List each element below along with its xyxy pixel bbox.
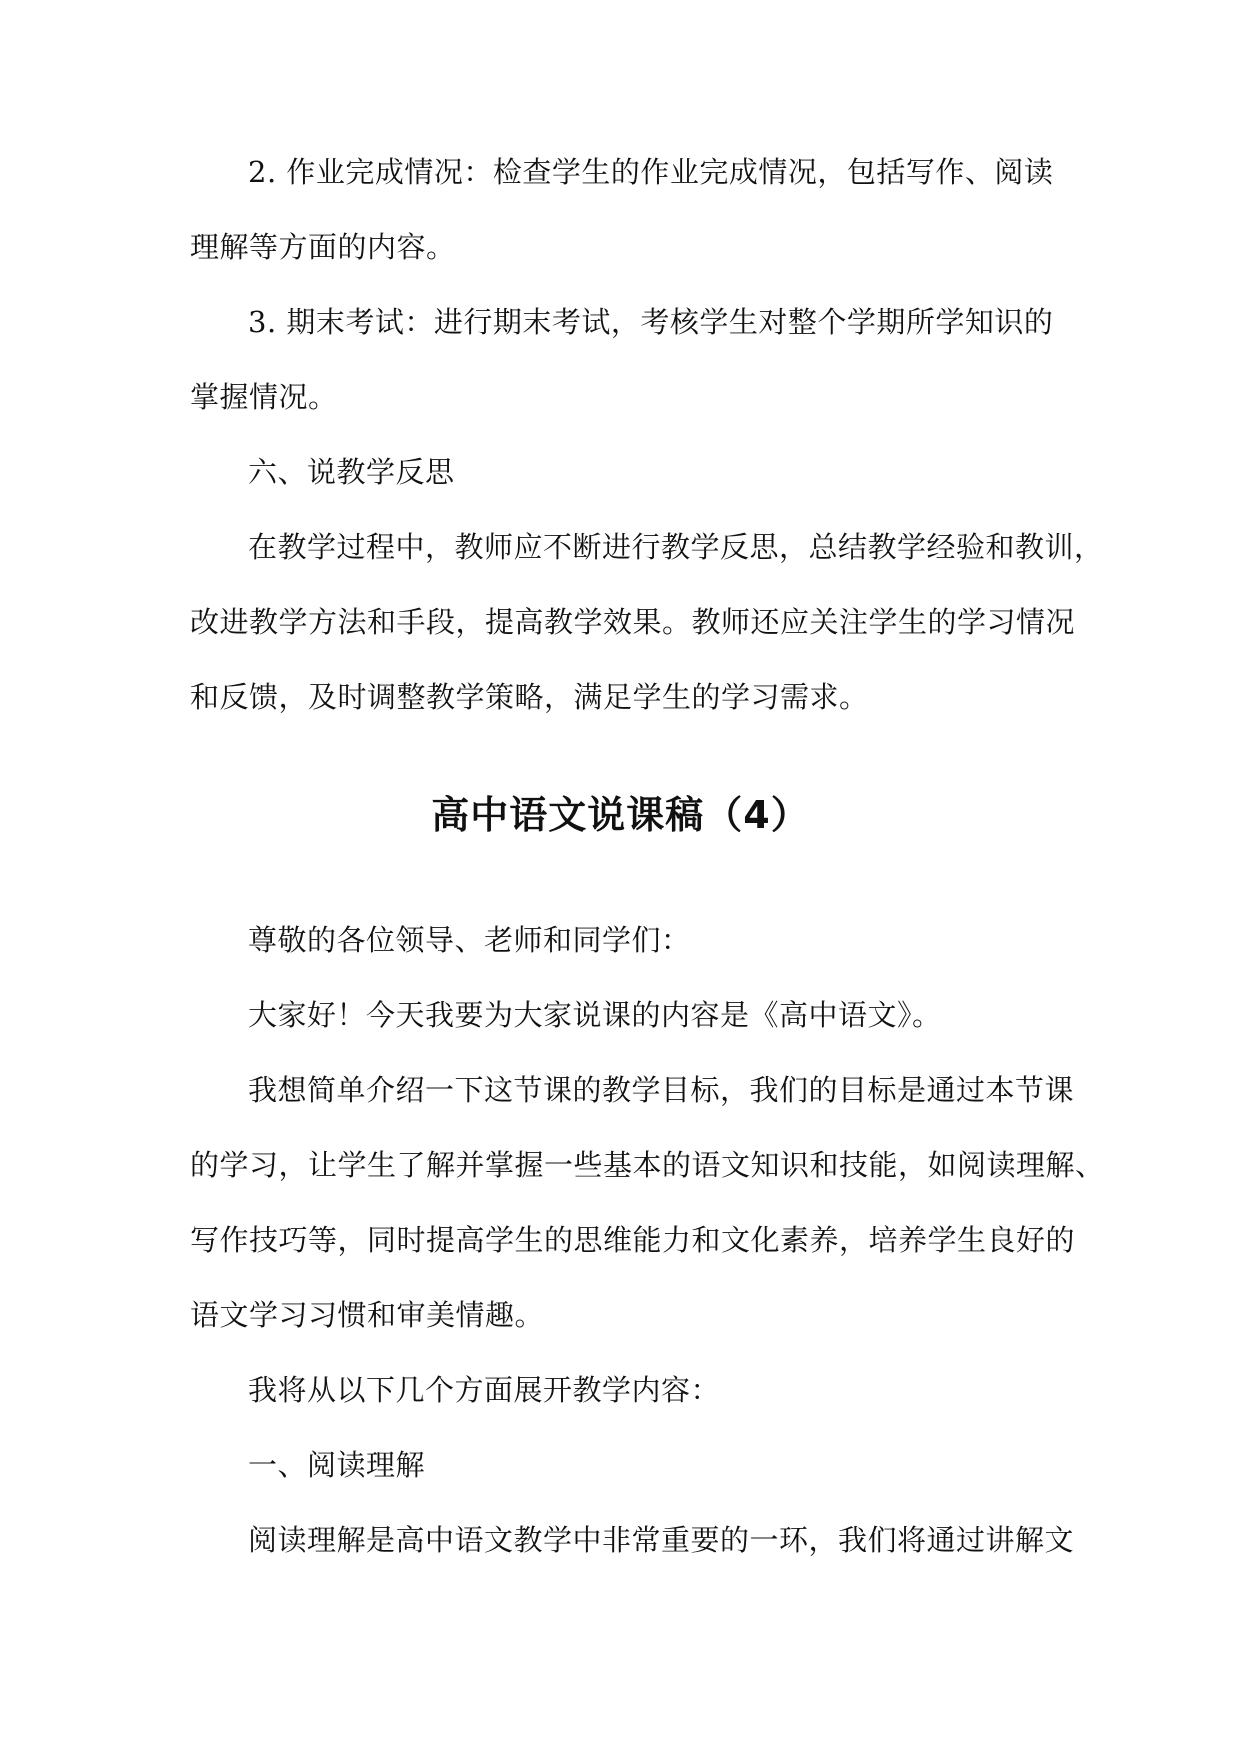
section-heading: 六、说教学反思: [248, 455, 455, 489]
paragraph-line: 在教学过程中，教师应不断进行教学反思，总结教学经验和教训，: [248, 530, 1104, 564]
paragraph-line: 尊敬的各位领导、老师和同学们：: [248, 923, 691, 957]
paragraph-line: 写作技巧等，同时提高学生的思维能力和文化素养，培养学生良好的: [190, 1223, 1076, 1257]
paragraph-line: 2. 作业完成情况：检查学生的作业完成情况，包括写作、阅读: [248, 155, 1054, 189]
paragraph-line: 掌握情况。: [190, 380, 338, 414]
paragraph-line: 和反馈，及时调整教学策略，满足学生的学习需求。: [190, 680, 869, 714]
paragraph-line: 我想简单介绍一下这节课的教学目标，我们的目标是通过本节课: [248, 1073, 1075, 1107]
document-title: 高中语文说课稿（4）: [431, 793, 810, 837]
section-heading: 一、阅读理解: [248, 1448, 426, 1482]
paragraph-line: 的学习，让学生了解并掌握一些基本的语文知识和技能，如阅读理解、: [190, 1148, 1105, 1182]
paragraph-line: 我将从以下几个方面展开教学内容：: [248, 1373, 721, 1407]
paragraph-line: 阅读理解是高中语文教学中非常重要的一环，我们将通过讲解文: [248, 1523, 1075, 1557]
paragraph-line: 理解等方面的内容。: [190, 230, 456, 264]
paragraph-line: 语文学习习惯和审美情趣。: [190, 1298, 545, 1332]
paragraph-line: 大家好！今天我要为大家说课的内容是《高中语文》。: [248, 998, 942, 1032]
paragraph-line: 改进教学方法和手段，提高教学效果。教师还应关注学生的学习情况: [190, 605, 1076, 639]
paragraph-line: 3. 期末考试：进行期末考试，考核学生对整个学期所学知识的: [248, 305, 1054, 339]
